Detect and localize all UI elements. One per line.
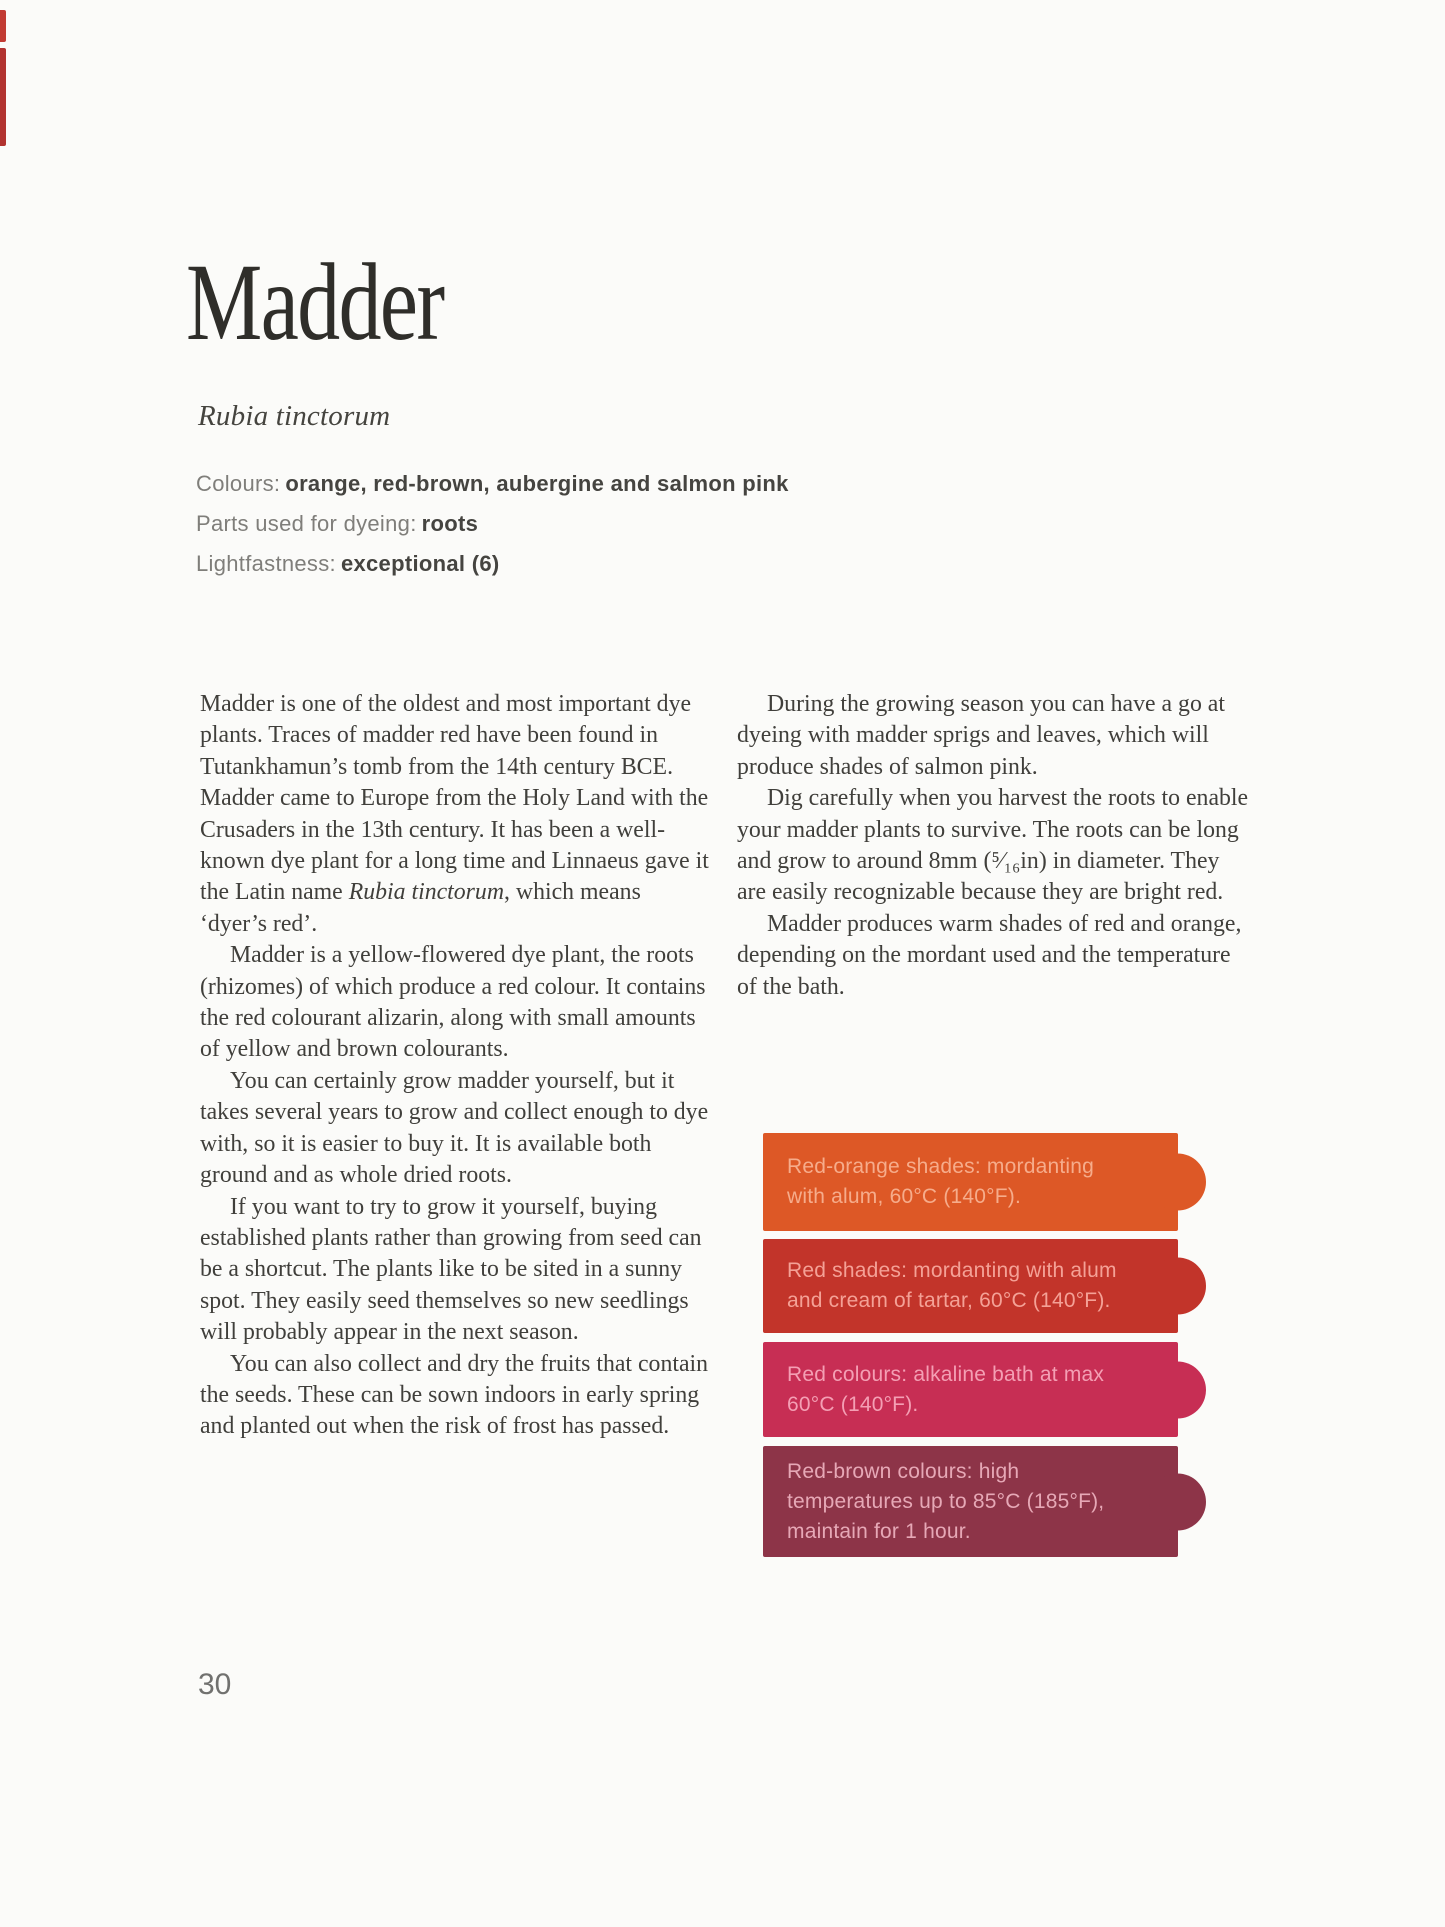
body-column-right — [737, 689, 1249, 1003]
attribute-value: exceptional (6) — [340, 551, 500, 576]
attribute-row-parts-used — [196, 504, 789, 544]
info-box-text: Red-orange shades: mordanting with alum, 60°C (140°F). — [787, 1155, 1094, 1208]
page-title: Madder — [186, 241, 444, 363]
info-box-red-colours — [763, 1342, 1178, 1437]
info-box-text: Red colours: alkaline bath at max 60°C (140°F). — [787, 1362, 1105, 1416]
paragraph: Madder is a yellow-flowered dye plant, the roots (rhizomes) of which produce a red colour. It contains the red colourant alizarin, along with small amounts of yellow and brown colourants. — [200, 942, 706, 1063]
attributes-list — [196, 464, 789, 584]
paragraph: Dig carefully when you harvest the roots to enable your madder plants to survive. The roots can be long and grow to around 8mm (⁵⁄₁₆in) in diameter. They are easily recognizable because they are bright red. — [737, 785, 1249, 906]
attribute-value: roots — [421, 511, 479, 536]
page-edge-mark — [0, 48, 6, 146]
page-number: 30 — [198, 1668, 232, 1701]
info-box-red-orange-shades — [763, 1133, 1178, 1231]
info-box-red-shades — [763, 1239, 1178, 1333]
info-box-red-brown-colours — [763, 1446, 1178, 1557]
paragraph: Madder produces warm shades of red and orange, depending on the mordant used and the temperature of the bath. — [737, 910, 1242, 1000]
paragraph: If you want to try to grow it yourself, buying established plants rather than growing from seed can be a shortcut. The plants like to be sited in a sunny spot. They easily seed themselves so new seedlings will probably appear in the next season. — [200, 1193, 702, 1346]
attribute-row-lightfastness — [196, 544, 789, 584]
attribute-label: Colours: — [196, 471, 281, 496]
paragraph: During the growing season you can have a go at dyeing with madder sprigs and leaves, which will produce shades of salmon pink. — [737, 691, 1225, 780]
attribute-label: Parts used for dyeing: — [196, 511, 417, 536]
paragraph-text: , which means ‘dyer’s red’. — [200, 879, 641, 937]
attribute-value: orange, red-brown, aubergine and salmon pink — [285, 471, 789, 496]
page-edge-mark — [0, 10, 6, 42]
dye-instruction-boxes — [763, 1133, 1178, 1557]
paragraph: You can certainly grow madder yourself, but it takes several years to grow and collect enough to dye with, so it is easier to buy it. It is available both ground and as whole dried roots. — [200, 1067, 709, 1189]
paragraph: You can also collect and dry the fruits that contain the seeds. These can be sown indoors in early spring and planted out when the risk of frost has passed. — [200, 1350, 709, 1440]
paragraph-text: Madder is one of the oldest and most important dye plants. Traces of madder red have been found in Tutankhamun’s tomb from the 14th century BCE. Madder came to Europe from the Holy Land with the Crusaders in the 13th century. It has been a well-known dye plant for a long time and Linnaeus gave it the Latin name — [200, 691, 709, 906]
paragraph — [200, 689, 712, 940]
attribute-row-colours — [196, 464, 789, 504]
latin-name-inline: Rubia tinctorum — [348, 879, 505, 906]
body-column-left — [200, 689, 712, 1443]
info-box-text: Red-brown colours: high temperatures up to 85°C (185°F), maintain for 1 hour. — [787, 1459, 1105, 1543]
latin-name: Rubia tinctorum — [198, 400, 391, 432]
info-box-text: Red shades: mordanting with alum and cream of tartar, 60°C (140°F). — [787, 1259, 1117, 1312]
attribute-label: Lightfastness: — [196, 551, 336, 576]
